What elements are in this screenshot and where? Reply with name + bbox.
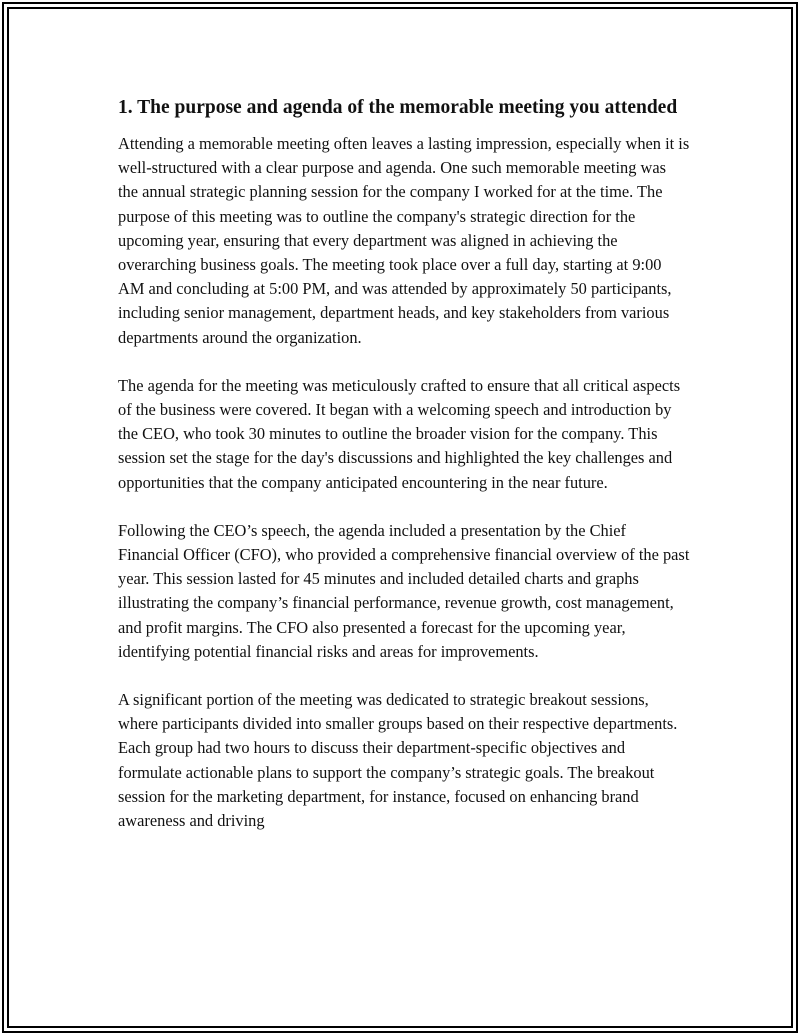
- document-body: [118, 94, 690, 857]
- paragraph-2: The agenda for the meeting was meticulously crafted to ensure that all critical aspects of the business were covered. It began with a welcoming speech and introduction by the CEO, who took 30 minutes to outline the broader vision for the company. This session set the stage for the day's discussions and highlighted the key challenges and opportunities that the company anticipated encountering in the near future.: [118, 375, 681, 492]
- paragraph-3: Following the CEO’s speech, the agenda included a presentation by the Chief Financial Officer (CFO), who provided a comprehensive financial overview of the past year. This session lasted for 45 minutes and included detailed charts and graphs illustrating the company’s financial performance, revenue growth, cost management, and profit margins. The CFO also presented a forecast for the upcoming year, identifying potential financial risks and areas for improvements.: [118, 520, 690, 661]
- paragraph-4: A significant portion of the meeting was dedicated to strategic breakout sessions, where participants divided into smaller groups based on their respective departments. Each group had two hours to discuss their department-specific objectives and formulate actionable plans to support the company’s strategic goals. The breakout session for the marketing department, for instance, focused on enhancing brand awareness and driving: [118, 690, 678, 831]
- paragraph-1: Attending a memorable meeting often leaves a lasting impression, especially when it is well-structured with a clear purpose and agenda. One such memorable meeting was the annual strategic planning session for the company I worked for at the time. The purpose of this meeting was to outline the company's strategic direction for the upcoming year, ensuring that every department was aligned in achieving the overarching business goals. The meeting took place over a full day, starting at 9:00 AM and concluding at 5:00 PM, and was attended by approximately 50 participants, including senior management, department heads, and key stakeholders from various departments around the organization.: [118, 134, 690, 347]
- section-heading: 1. The purpose and agenda of the memorable meeting you attended: [118, 97, 678, 118]
